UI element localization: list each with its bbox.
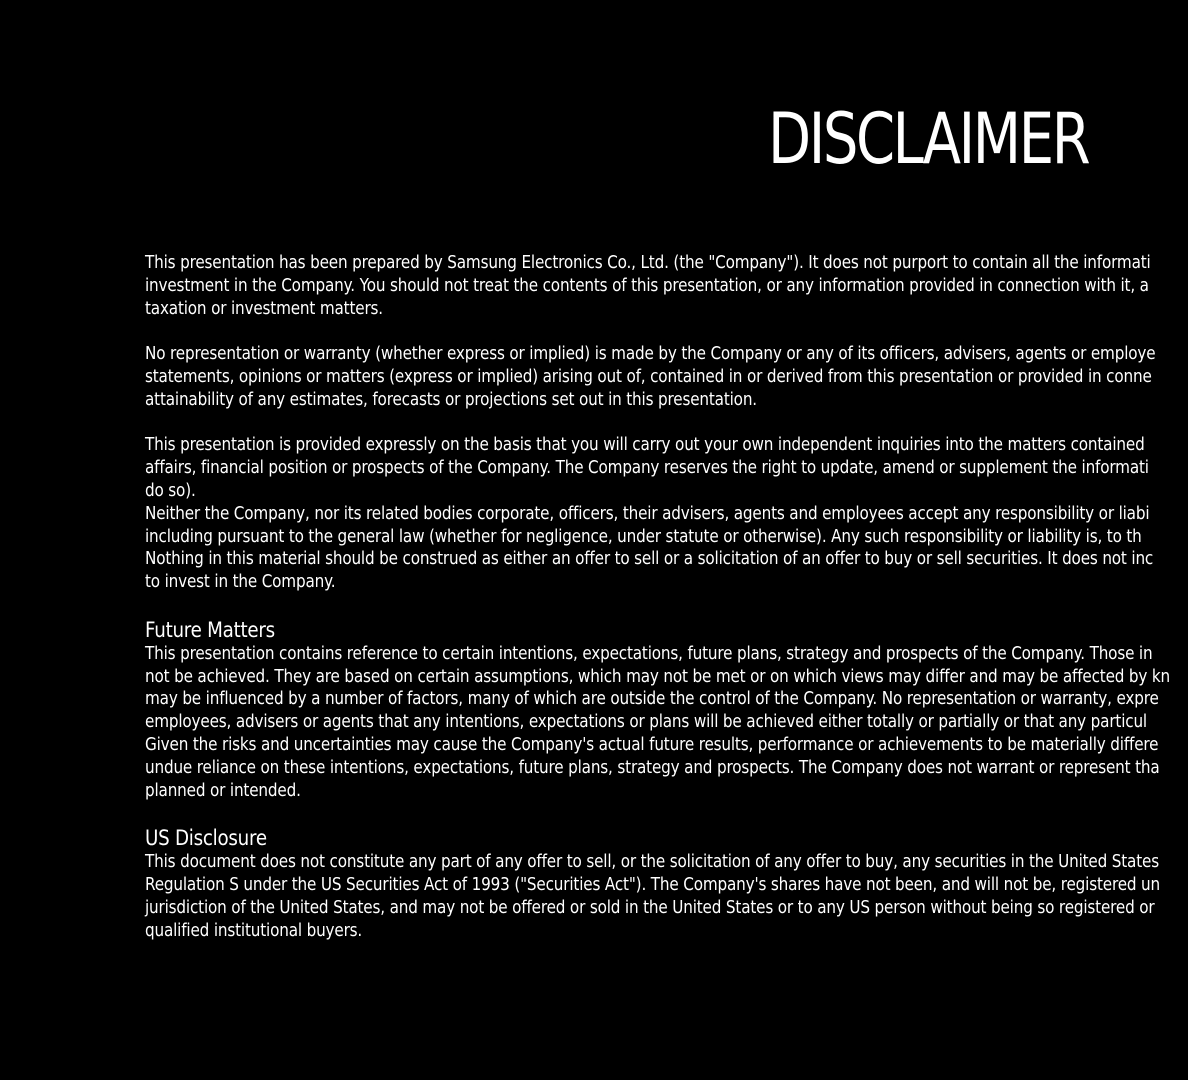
warranty-paragraph xyxy=(145,343,1188,411)
paragraph-line: including pursuant to the general law (whether for negligence, under statute or otherwise). Any such responsibility or liability is, to th xyxy=(145,526,1142,547)
paragraph-line: statements, opinions or matters (express or implied) arising out of, contained in or derived from this presentation or provided in conne xyxy=(145,366,1152,387)
page-title: DISCLAIMER xyxy=(768,98,1089,180)
paragraph-line: not be achieved. They are based on certain assumptions, which may not be met or on which views may differ and may be affected by kn xyxy=(145,666,1171,687)
paragraph-line: may be influenced by a number of factors, many of which are outside the control of the Company. No representation or warranty, expre xyxy=(145,689,1159,710)
paragraph-line: jurisdiction of the United States, and may not be offered or sold in the United States or to any US person without being so registered or xyxy=(145,897,1155,918)
paragraph-line: do so). xyxy=(145,480,196,501)
basis-paragraph xyxy=(145,434,1188,594)
paragraph-gap xyxy=(145,412,1188,435)
paragraph-line: Neither the Company, nor its related bodies corporate, officers, their advisers, agents and employees accept any responsibility or liabi xyxy=(145,503,1150,524)
paragraph-line: investment in the Company. You should not treat the contents of this presentation, or any information provided in connection with it, a xyxy=(145,275,1149,296)
paragraph-line: This presentation contains reference to certain intentions, expectations, future plans, strategy and prospects of the Company. Those in xyxy=(145,643,1153,664)
paragraph-line: Given the risks and uncertainties may cause the Company's actual future results, performance or achievements to be materially differe xyxy=(145,734,1159,755)
paragraph-line: taxation or investment matters. xyxy=(145,298,383,319)
paragraph-gap xyxy=(145,802,1188,825)
disclaimer-body xyxy=(145,252,1188,942)
paragraph-gap xyxy=(145,594,1188,617)
paragraph-line: attainability of any estimates, forecasts or projections set out in this presentation. xyxy=(145,389,757,410)
us-disclosure-heading: US Disclosure xyxy=(145,826,267,851)
paragraph-line: planned or intended. xyxy=(145,780,301,801)
us-disclosure-section xyxy=(145,825,1188,942)
paragraph-line: This presentation is provided expressly on the basis that you will carry out your own independent inquiries into the matters contained xyxy=(145,435,1145,456)
paragraph-line: qualified institutional buyers. xyxy=(145,920,363,941)
paragraph-line: This document does not constitute any part of any offer to sell, or the solicitation of any offer to buy, any securities in the United States xyxy=(145,852,1159,873)
paragraph-line: undue reliance on these intentions, expectations, future plans, strategy and prospects. The Company does not warrant or represent tha xyxy=(145,757,1160,778)
paragraph-line: Regulation S under the US Securities Act of 1993 ("Securities Act"). The Company's shares have not been, and will not be, registered un xyxy=(145,874,1161,895)
intro-paragraph xyxy=(145,252,1188,320)
paragraph-line: affairs, financial position or prospects of the Company. The Company reserves the right to update, amend or supplement the informati xyxy=(145,458,1149,479)
paragraph-gap xyxy=(145,320,1188,343)
paragraph-line: to invest in the Company. xyxy=(145,572,336,593)
paragraph-line: employees, advisers or agents that any intentions, expectations or plans will be achieved either totally or partially or that any particul xyxy=(145,712,1147,733)
paragraph-line: This presentation has been prepared by Samsung Electronics Co., Ltd. (the "Company"). It does not purport to contain all the informati xyxy=(145,253,1151,273)
future-matters-section xyxy=(145,617,1188,803)
future-matters-heading: Future Matters xyxy=(145,617,275,642)
paragraph-line: Nothing in this material should be construed as either an offer to sell or a solicitation of an offer to buy or sell securities. It does not inc xyxy=(145,549,1154,570)
paragraph-line: No representation or warranty (whether express or implied) is made by the Company or any of its officers, advisers, agents or employe xyxy=(145,344,1156,365)
